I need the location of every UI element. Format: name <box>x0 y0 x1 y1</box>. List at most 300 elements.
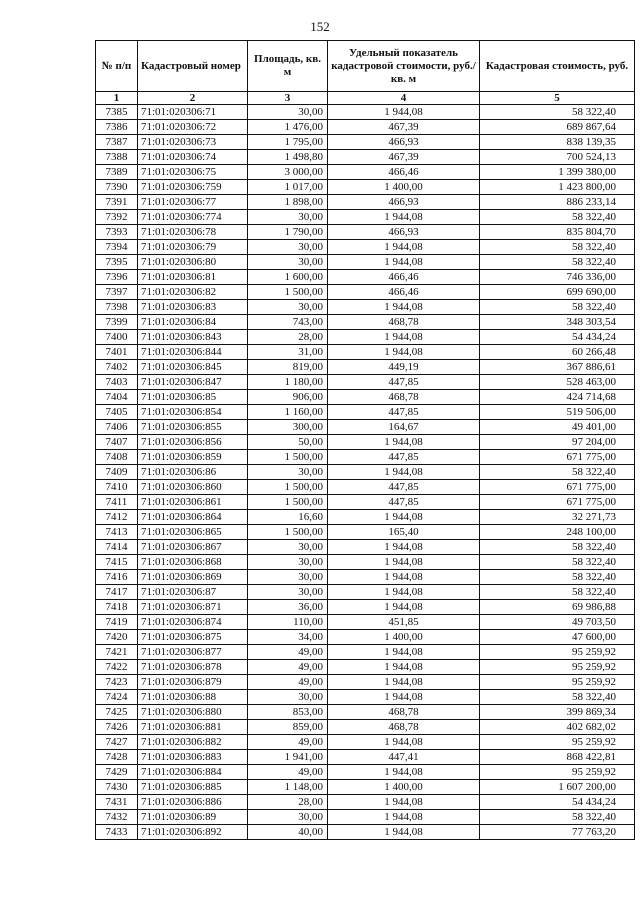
table-row <box>96 615 635 630</box>
area-value: 49,00 <box>248 675 328 690</box>
row-number: 7407 <box>96 435 138 450</box>
cadastral-number: 71:01:020306:882 <box>138 735 248 750</box>
table-header-row <box>96 41 635 92</box>
header-area: Площадь, кв. м <box>248 41 328 92</box>
rate-value: 1 400,00 <box>328 780 480 795</box>
table-row <box>96 765 635 780</box>
rate-value: 1 944,08 <box>328 105 480 120</box>
cost-value: 671 775,00 <box>480 450 635 465</box>
table-row <box>96 330 635 345</box>
table-row <box>96 750 635 765</box>
cost-value: 1 423 800,00 <box>480 180 635 195</box>
area-value: 110,00 <box>248 615 328 630</box>
rate-value: 1 944,08 <box>328 345 480 360</box>
table-row <box>96 420 635 435</box>
row-number: 7418 <box>96 600 138 615</box>
cadastral-number: 71:01:020306:89 <box>138 810 248 825</box>
row-number: 7426 <box>96 720 138 735</box>
area-value: 1 898,00 <box>248 195 328 210</box>
cadastral-number: 71:01:020306:74 <box>138 150 248 165</box>
area-value: 1 795,00 <box>248 135 328 150</box>
row-number: 7423 <box>96 675 138 690</box>
cadastral-number: 71:01:020306:774 <box>138 210 248 225</box>
area-value: 49,00 <box>248 735 328 750</box>
row-number: 7401 <box>96 345 138 360</box>
area-value: 1 500,00 <box>248 525 328 540</box>
row-number: 7391 <box>96 195 138 210</box>
area-value: 3 000,00 <box>248 165 328 180</box>
row-number: 7411 <box>96 495 138 510</box>
area-value: 30,00 <box>248 210 328 225</box>
cost-value: 348 303,54 <box>480 315 635 330</box>
cost-value: 519 506,00 <box>480 405 635 420</box>
cost-value: 399 869,34 <box>480 705 635 720</box>
cost-value: 424 714,68 <box>480 390 635 405</box>
rate-value: 1 400,00 <box>328 180 480 195</box>
area-value: 16,60 <box>248 510 328 525</box>
area-value: 28,00 <box>248 795 328 810</box>
rate-value: 1 944,08 <box>328 585 480 600</box>
cadastral-number: 71:01:020306:75 <box>138 165 248 180</box>
table-row <box>96 660 635 675</box>
row-number: 7396 <box>96 270 138 285</box>
row-number: 7387 <box>96 135 138 150</box>
cost-value: 58 322,40 <box>480 540 635 555</box>
area-value: 49,00 <box>248 660 328 675</box>
area-value: 30,00 <box>248 540 328 555</box>
row-number: 7422 <box>96 660 138 675</box>
row-number: 7388 <box>96 150 138 165</box>
cadastral-number: 71:01:020306:73 <box>138 135 248 150</box>
row-number: 7392 <box>96 210 138 225</box>
table-row <box>96 105 635 120</box>
rate-value: 1 944,08 <box>328 825 480 840</box>
row-number: 7420 <box>96 630 138 645</box>
table-row <box>96 465 635 480</box>
cadastral-number: 71:01:020306:845 <box>138 360 248 375</box>
header-rate: Удельный показатель кадастровой стоимости, руб./кв. м <box>328 41 480 92</box>
area-value: 40,00 <box>248 825 328 840</box>
table-row <box>96 210 635 225</box>
area-value: 30,00 <box>248 255 328 270</box>
cost-value: 58 322,40 <box>480 570 635 585</box>
table-row <box>96 675 635 690</box>
row-number: 7413 <box>96 525 138 540</box>
cost-value: 58 322,40 <box>480 240 635 255</box>
rate-value: 1 944,08 <box>328 660 480 675</box>
table-row <box>96 735 635 750</box>
rate-value: 447,85 <box>328 375 480 390</box>
table-row <box>96 360 635 375</box>
area-value: 853,00 <box>248 705 328 720</box>
row-number: 7386 <box>96 120 138 135</box>
header-num: № п/п <box>96 41 138 92</box>
row-number: 7395 <box>96 255 138 270</box>
row-number: 7385 <box>96 105 138 120</box>
table-row <box>96 600 635 615</box>
row-number: 7432 <box>96 810 138 825</box>
table-row <box>96 255 635 270</box>
cost-value: 671 775,00 <box>480 495 635 510</box>
table-row <box>96 225 635 240</box>
table-row <box>96 645 635 660</box>
area-value: 30,00 <box>248 465 328 480</box>
rate-value: 1 400,00 <box>328 630 480 645</box>
cost-value: 689 867,64 <box>480 120 635 135</box>
cost-value: 95 259,92 <box>480 675 635 690</box>
row-number: 7417 <box>96 585 138 600</box>
area-value: 30,00 <box>248 690 328 705</box>
row-number: 7393 <box>96 225 138 240</box>
row-number: 7428 <box>96 750 138 765</box>
row-number: 7431 <box>96 795 138 810</box>
cost-value: 838 139,35 <box>480 135 635 150</box>
area-value: 50,00 <box>248 435 328 450</box>
table-row <box>96 240 635 255</box>
rate-value: 1 944,08 <box>328 675 480 690</box>
rate-value: 1 944,08 <box>328 735 480 750</box>
row-number: 7390 <box>96 180 138 195</box>
cadastral-number: 71:01:020306:885 <box>138 780 248 795</box>
table-row <box>96 810 635 825</box>
table-row <box>96 525 635 540</box>
area-value: 30,00 <box>248 300 328 315</box>
table-row <box>96 825 635 840</box>
rate-value: 468,78 <box>328 720 480 735</box>
rate-value: 1 944,08 <box>328 765 480 780</box>
cost-value: 32 271,73 <box>480 510 635 525</box>
cadastral-number: 71:01:020306:71 <box>138 105 248 120</box>
table-row <box>96 120 635 135</box>
cadastral-number: 71:01:020306:86 <box>138 465 248 480</box>
header-cost: Кадастровая стоимость, руб. <box>480 41 635 92</box>
rate-value: 447,85 <box>328 450 480 465</box>
cost-value: 1 607 200,00 <box>480 780 635 795</box>
cost-value: 77 763,20 <box>480 825 635 840</box>
cadastral-number: 71:01:020306:78 <box>138 225 248 240</box>
rate-value: 1 944,08 <box>328 510 480 525</box>
cadastral-number: 71:01:020306:81 <box>138 270 248 285</box>
area-value: 49,00 <box>248 765 328 780</box>
table-row <box>96 705 635 720</box>
rate-value: 466,93 <box>328 135 480 150</box>
cost-value: 746 336,00 <box>480 270 635 285</box>
cadastral-number: 71:01:020306:854 <box>138 405 248 420</box>
row-number: 7414 <box>96 540 138 555</box>
cadastral-number: 71:01:020306:865 <box>138 525 248 540</box>
area-value: 30,00 <box>248 105 328 120</box>
cadastral-number: 71:01:020306:82 <box>138 285 248 300</box>
rate-value: 164,67 <box>328 420 480 435</box>
rate-value: 468,78 <box>328 315 480 330</box>
table-row <box>96 270 635 285</box>
cost-value: 58 322,40 <box>480 300 635 315</box>
area-value: 300,00 <box>248 420 328 435</box>
area-value: 1 017,00 <box>248 180 328 195</box>
row-number: 7419 <box>96 615 138 630</box>
rate-value: 466,46 <box>328 285 480 300</box>
table-row <box>96 300 635 315</box>
rate-value: 449,19 <box>328 360 480 375</box>
rate-value: 1 944,08 <box>328 810 480 825</box>
rate-value: 467,39 <box>328 150 480 165</box>
area-value: 743,00 <box>248 315 328 330</box>
row-number: 7429 <box>96 765 138 780</box>
cost-value: 60 266,48 <box>480 345 635 360</box>
cadastral-number: 71:01:020306:875 <box>138 630 248 645</box>
cadastral-number: 71:01:020306:886 <box>138 795 248 810</box>
cost-value: 671 775,00 <box>480 480 635 495</box>
area-value: 1 498,80 <box>248 150 328 165</box>
cost-value: 402 682,02 <box>480 720 635 735</box>
rate-value: 1 944,08 <box>328 255 480 270</box>
cadastral-number: 71:01:020306:79 <box>138 240 248 255</box>
table-row <box>96 150 635 165</box>
cadastral-number: 71:01:020306:72 <box>138 120 248 135</box>
cadastral-number: 71:01:020306:878 <box>138 660 248 675</box>
rate-value: 466,93 <box>328 195 480 210</box>
area-value: 49,00 <box>248 645 328 660</box>
cost-value: 58 322,40 <box>480 690 635 705</box>
rate-value: 1 944,08 <box>328 435 480 450</box>
rate-value: 447,85 <box>328 480 480 495</box>
rate-value: 447,41 <box>328 750 480 765</box>
row-number: 7404 <box>96 390 138 405</box>
area-value: 819,00 <box>248 360 328 375</box>
table-row <box>96 510 635 525</box>
cadastral-number: 71:01:020306:855 <box>138 420 248 435</box>
cost-value: 95 259,92 <box>480 660 635 675</box>
row-number: 7424 <box>96 690 138 705</box>
cadastral-number: 71:01:020306:864 <box>138 510 248 525</box>
row-number: 7402 <box>96 360 138 375</box>
row-number: 7425 <box>96 705 138 720</box>
cost-value: 95 259,92 <box>480 735 635 750</box>
cadastral-number: 71:01:020306:77 <box>138 195 248 210</box>
cadastral-number: 71:01:020306:884 <box>138 765 248 780</box>
table-row <box>96 690 635 705</box>
area-value: 1 500,00 <box>248 450 328 465</box>
table-row <box>96 570 635 585</box>
area-value: 1 600,00 <box>248 270 328 285</box>
rate-value: 1 944,08 <box>328 465 480 480</box>
cadastral-number: 71:01:020306:867 <box>138 540 248 555</box>
row-number: 7430 <box>96 780 138 795</box>
cadastral-number: 71:01:020306:880 <box>138 705 248 720</box>
cost-value: 248 100,00 <box>480 525 635 540</box>
area-value: 1 941,00 <box>248 750 328 765</box>
cost-value: 868 422,81 <box>480 750 635 765</box>
cadastral-number: 71:01:020306:869 <box>138 570 248 585</box>
cadastral-number: 71:01:020306:881 <box>138 720 248 735</box>
cadastral-number: 71:01:020306:84 <box>138 315 248 330</box>
cost-value: 58 322,40 <box>480 555 635 570</box>
table-row <box>96 165 635 180</box>
cost-value: 58 322,40 <box>480 465 635 480</box>
area-value: 30,00 <box>248 570 328 585</box>
cost-value: 58 322,40 <box>480 105 635 120</box>
table-row <box>96 195 635 210</box>
cadastral-number: 71:01:020306:85 <box>138 390 248 405</box>
cadastral-number: 71:01:020306:892 <box>138 825 248 840</box>
row-number: 7403 <box>96 375 138 390</box>
area-value: 1 500,00 <box>248 495 328 510</box>
header-cadastral-number: Кадастровый номер <box>138 41 248 92</box>
cadastral-number: 71:01:020306:861 <box>138 495 248 510</box>
cost-value: 69 986,88 <box>480 600 635 615</box>
rate-value: 467,39 <box>328 120 480 135</box>
cost-value: 835 804,70 <box>480 225 635 240</box>
rate-value: 451,85 <box>328 615 480 630</box>
rate-value: 1 944,08 <box>328 555 480 570</box>
row-number: 7389 <box>96 165 138 180</box>
rate-value: 1 944,08 <box>328 300 480 315</box>
cadastral-number: 71:01:020306:859 <box>138 450 248 465</box>
table-row <box>96 720 635 735</box>
row-number: 7416 <box>96 570 138 585</box>
rate-value: 165,40 <box>328 525 480 540</box>
cadastral-number: 71:01:020306:883 <box>138 750 248 765</box>
cadastral-number: 71:01:020306:879 <box>138 675 248 690</box>
area-value: 34,00 <box>248 630 328 645</box>
area-value: 1 160,00 <box>248 405 328 420</box>
rate-value: 468,78 <box>328 390 480 405</box>
column-number: 1 <box>96 92 138 105</box>
cost-value: 1 399 380,00 <box>480 165 635 180</box>
cost-value: 58 322,40 <box>480 210 635 225</box>
table-row <box>96 405 635 420</box>
cadastral-number: 71:01:020306:843 <box>138 330 248 345</box>
table-row <box>96 135 635 150</box>
row-number: 7398 <box>96 300 138 315</box>
table-body <box>96 105 635 840</box>
rate-value: 466,46 <box>328 165 480 180</box>
row-number: 7408 <box>96 450 138 465</box>
table-row <box>96 495 635 510</box>
row-number: 7397 <box>96 285 138 300</box>
table-row <box>96 480 635 495</box>
column-number: 5 <box>480 92 635 105</box>
cost-value: 367 886,61 <box>480 360 635 375</box>
table-row <box>96 345 635 360</box>
rate-value: 468,78 <box>328 705 480 720</box>
cost-value: 58 322,40 <box>480 255 635 270</box>
rate-value: 466,93 <box>328 225 480 240</box>
area-value: 1 500,00 <box>248 480 328 495</box>
area-value: 30,00 <box>248 240 328 255</box>
cost-value: 700 524,13 <box>480 150 635 165</box>
cost-value: 58 322,40 <box>480 585 635 600</box>
cost-value: 95 259,92 <box>480 765 635 780</box>
area-value: 1 476,00 <box>248 120 328 135</box>
cadastral-number: 71:01:020306:871 <box>138 600 248 615</box>
column-number: 4 <box>328 92 480 105</box>
rate-value: 447,85 <box>328 405 480 420</box>
cost-value: 49 401,00 <box>480 420 635 435</box>
row-number: 7399 <box>96 315 138 330</box>
cadastral-number: 71:01:020306:874 <box>138 615 248 630</box>
row-number: 7427 <box>96 735 138 750</box>
cadastral-number: 71:01:020306:844 <box>138 345 248 360</box>
cadastral-number: 71:01:020306:877 <box>138 645 248 660</box>
table-row <box>96 585 635 600</box>
area-value: 1 500,00 <box>248 285 328 300</box>
row-number: 7400 <box>96 330 138 345</box>
row-number: 7415 <box>96 555 138 570</box>
table-row <box>96 435 635 450</box>
cost-value: 47 600,00 <box>480 630 635 645</box>
table-row <box>96 630 635 645</box>
row-number: 7406 <box>96 420 138 435</box>
rate-value: 1 944,08 <box>328 570 480 585</box>
cost-value: 58 322,40 <box>480 810 635 825</box>
cadastral-number: 71:01:020306:80 <box>138 255 248 270</box>
table-row <box>96 540 635 555</box>
cost-value: 54 434,24 <box>480 795 635 810</box>
row-number: 7405 <box>96 405 138 420</box>
row-number: 7412 <box>96 510 138 525</box>
area-value: 1 180,00 <box>248 375 328 390</box>
page-number: 152 <box>310 19 330 34</box>
area-value: 906,00 <box>248 390 328 405</box>
rate-value: 1 944,08 <box>328 600 480 615</box>
cadastral-number: 71:01:020306:759 <box>138 180 248 195</box>
table-row <box>96 180 635 195</box>
cost-value: 49 703,50 <box>480 615 635 630</box>
rate-value: 1 944,08 <box>328 540 480 555</box>
table-row <box>96 795 635 810</box>
rate-value: 1 944,08 <box>328 240 480 255</box>
cost-value: 54 434,24 <box>480 330 635 345</box>
cadastral-number: 71:01:020306:83 <box>138 300 248 315</box>
rate-value: 1 944,08 <box>328 330 480 345</box>
column-number-row <box>96 92 635 105</box>
rate-value: 466,46 <box>328 270 480 285</box>
row-number: 7410 <box>96 480 138 495</box>
cadastral-number: 71:01:020306:856 <box>138 435 248 450</box>
area-value: 31,00 <box>248 345 328 360</box>
table-row <box>96 375 635 390</box>
table-row <box>96 780 635 795</box>
rate-value: 1 944,08 <box>328 645 480 660</box>
area-value: 859,00 <box>248 720 328 735</box>
rate-value: 447,85 <box>328 495 480 510</box>
area-value: 1 148,00 <box>248 780 328 795</box>
column-number: 3 <box>248 92 328 105</box>
area-value: 28,00 <box>248 330 328 345</box>
cost-value: 95 259,92 <box>480 645 635 660</box>
table-row <box>96 450 635 465</box>
column-number: 2 <box>138 92 248 105</box>
cost-value: 699 690,00 <box>480 285 635 300</box>
cost-value: 886 233,14 <box>480 195 635 210</box>
rate-value: 1 944,08 <box>328 210 480 225</box>
cadastral-number: 71:01:020306:860 <box>138 480 248 495</box>
table-row <box>96 315 635 330</box>
cadastral-number: 71:01:020306:88 <box>138 690 248 705</box>
cadastral-number: 71:01:020306:868 <box>138 555 248 570</box>
cost-value: 528 463,00 <box>480 375 635 390</box>
area-value: 30,00 <box>248 585 328 600</box>
cost-value: 97 204,00 <box>480 435 635 450</box>
area-value: 30,00 <box>248 810 328 825</box>
cadastral-number: 71:01:020306:847 <box>138 375 248 390</box>
area-value: 30,00 <box>248 555 328 570</box>
table-row <box>96 285 635 300</box>
rate-value: 1 944,08 <box>328 690 480 705</box>
rate-value: 1 944,08 <box>328 795 480 810</box>
area-value: 1 790,00 <box>248 225 328 240</box>
